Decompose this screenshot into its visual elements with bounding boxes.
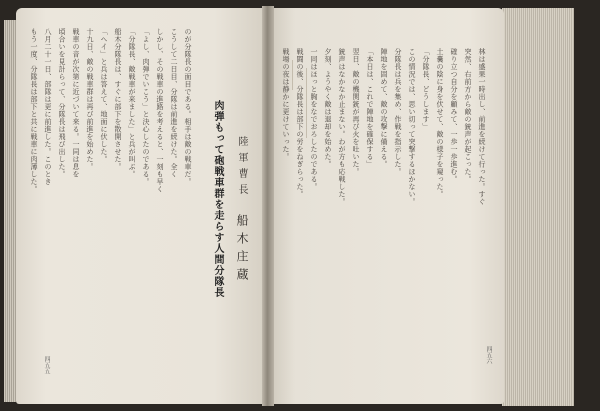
- text-column: もう一度、分隊長は部下と共に戦車に肉薄した。: [30, 28, 38, 193]
- text-column: 陣地を固めて、敵の攻撃に備える。: [380, 48, 388, 168]
- text-column: 「分隊長、敵戦車が来ました」と兵が叫ぶ。: [128, 28, 136, 178]
- author-name: 船木庄蔵: [235, 214, 249, 286]
- author-rank: 陸軍曹長: [236, 136, 247, 200]
- pencil-mark: [292, 60, 293, 90]
- text-column: しかし、その戦車の進路を考えると、一刻も早く: [156, 28, 164, 193]
- text-column: 十九日、敵の戦車群は再び前進を始めた。: [86, 28, 94, 171]
- chapter-title: 肉弾もって砲戦車群を走らす人間分隊長: [212, 100, 223, 298]
- text-column: 林は盛果一時出し、前進を続けて行った。すぐ: [478, 48, 486, 206]
- page-edges-right: [502, 8, 574, 406]
- text-column: 「本日は、これで陣地を確保する」: [366, 48, 374, 168]
- left-page: [16, 8, 264, 404]
- text-column: 突然、右前方から敵の銃声が起こった。: [464, 48, 472, 183]
- text-column: こうして二日目、分隊は前進を続けた。全く: [170, 28, 178, 178]
- book-gutter: [262, 6, 274, 406]
- text-column: 分隊長は兵を集め、作戦を指示した。: [394, 48, 402, 176]
- text-column: 戦車の音が次第に近づいて来る。一同は息を: [72, 28, 80, 178]
- text-column: 「よし、肉弾でいこう」と決心したのである。: [142, 28, 150, 186]
- text-column: 頃合いを見計らって、分隊長は飛び出した。: [58, 28, 66, 178]
- text-column: 翌日、敵の機関銃が再び火を吐いた。: [352, 48, 360, 176]
- text-column: 夕刻、ようやく敵は退却を始めた。: [324, 48, 332, 168]
- text-column: 戦闘の後、分隊長は部下の労をねぎらった。: [296, 48, 304, 198]
- page-number: 四五六: [485, 346, 492, 364]
- pencil-mark: [306, 68, 307, 138]
- text-column: 一同はほっと胸をなでおろしたのである。: [310, 48, 318, 191]
- page-number: 四五五: [43, 356, 50, 374]
- text-column: 銃声はなかなか止まない。わが方も応戦した。: [338, 48, 346, 206]
- text-column: 土嚢の陰に身を伏せて、敵の様子を窺った。: [436, 48, 444, 198]
- text-column: 船木分隊長は、すぐに部下を散開させた。: [114, 28, 122, 171]
- text-column: 八月二十一日、部隊は更に前進した。このとき: [44, 28, 52, 186]
- text-column: 確り立つ自分を顧みて、一歩一歩進む。: [450, 48, 458, 183]
- text-column: のが分隊長の面目である。相手は敵の戦車だ。: [184, 28, 192, 186]
- text-column: 戦場の夜は静かに更けていった。: [282, 48, 290, 161]
- text-column: この情況では、思い切って突撃するほかない。: [408, 48, 416, 206]
- text-column: 「分隊長、どうします」: [422, 48, 430, 131]
- text-column: 「ヘイ」と兵は答えて、地面に伏した。: [100, 28, 108, 163]
- right-page: [272, 8, 504, 404]
- page-edges-left: [4, 20, 16, 402]
